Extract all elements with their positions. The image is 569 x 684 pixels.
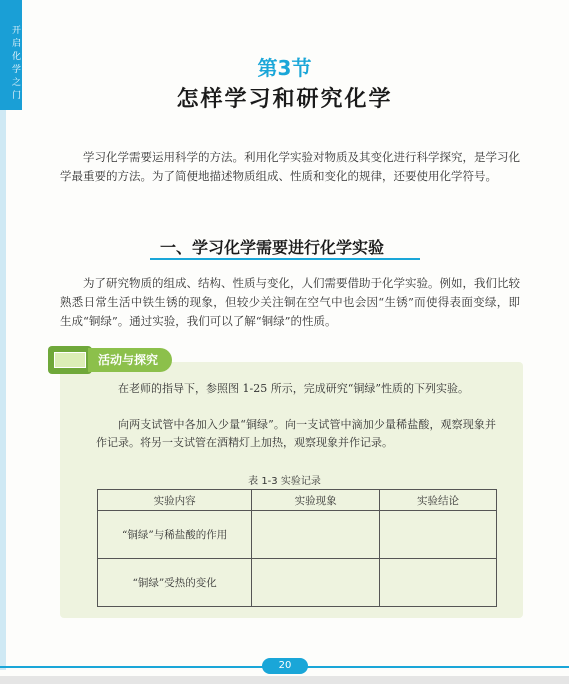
table-cell	[252, 511, 380, 559]
table-cell: “铜绿”受热的变化	[98, 559, 252, 607]
table-header-cell: 实验现象	[252, 490, 380, 511]
table-header-row	[98, 490, 497, 511]
section-number: 第3节	[257, 56, 312, 80]
table-row	[98, 559, 497, 607]
subsection-paragraph: 为了研究物质的组成、结构、性质与变化，人们需要借助于化学实验。例如，我们比较熟悉日常生活中铁生锈的现象，但较少关注铜在空气中也会因“生锈”而使得表面变绿，即生成“铜绿”。通过实验，我们可以了解“铜绿”的性质。	[60, 276, 520, 328]
table-cell	[380, 511, 497, 559]
lab-building-icon	[48, 346, 92, 374]
table-caption: 表 1-3 实验记录	[248, 476, 321, 487]
activity-badge-label: 活动与探究	[88, 348, 172, 372]
page-number: 20	[262, 658, 308, 674]
activity-badge	[48, 346, 188, 374]
chapter-side-tab: 开启化学之门	[0, 0, 22, 110]
section-title: 怎样学习和研究化学	[176, 86, 393, 112]
side-margin-stripe	[0, 110, 6, 670]
intro-paragraph: 学习化学需要运用科学的方法。利用化学实验对物质及其变化进行科学探究，是学习化学最重要的方法。为了简便地描述物质组成、性质和变化的规律，还要使用化学符号。	[60, 150, 520, 183]
subsection-underline	[150, 258, 420, 260]
subsection-heading: 一、学习化学需要进行化学实验	[160, 238, 385, 257]
page-bottom-edge	[0, 676, 569, 684]
table-cell	[252, 559, 380, 607]
table-header-cell: 实验结论	[380, 490, 497, 511]
experiment-record-table	[97, 489, 497, 607]
table-cell	[380, 559, 497, 607]
table-header-cell: 实验内容	[98, 490, 252, 511]
table-cell: “铜绿”与稀盐酸的作用	[98, 511, 252, 559]
activity-procedure: 向两支试管中各加入少量“铜绿”。向一支试管中滴加少量稀盐酸，观察现象并作记录。将另一支试管在酒精灯上加热，观察现象并作记录。	[96, 418, 496, 449]
lab-building-window	[54, 352, 86, 368]
table-row	[98, 511, 497, 559]
activity-instruction: 在老师的指导下，参照图 1-25 所示，完成研究“铜绿”性质的下列实验。	[118, 382, 469, 395]
